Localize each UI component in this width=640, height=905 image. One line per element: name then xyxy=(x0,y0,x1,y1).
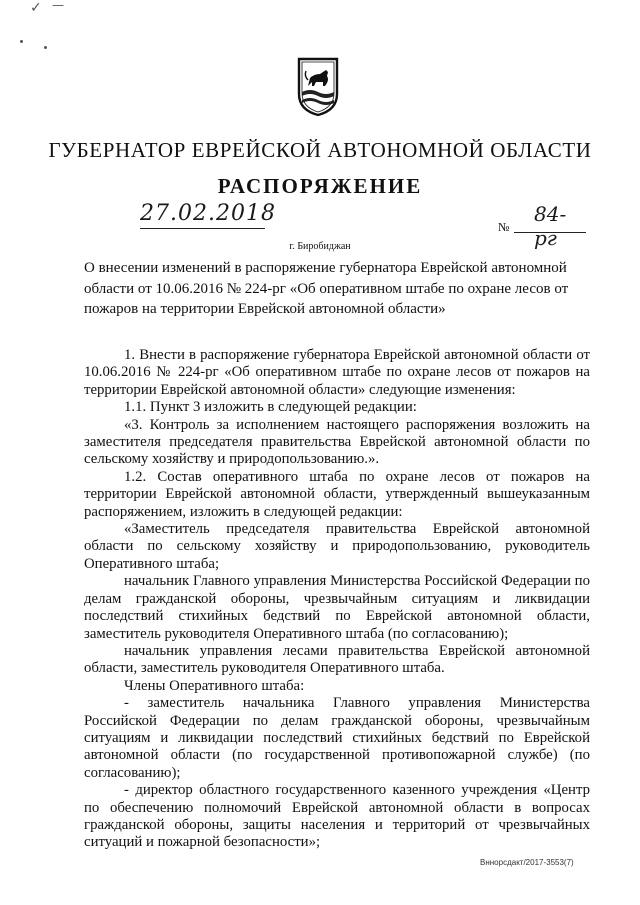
city-of-issue: г. Биробиджан xyxy=(289,241,351,252)
paragraph-deputy-forestry: начальник управления лесами правительства Еврейской автономной области, заместитель руководителя Оперативного штаба. xyxy=(84,642,590,677)
handwritten-date: 27.02.2018 xyxy=(140,201,276,226)
number-label: № xyxy=(498,220,510,234)
paragraph-quote-3: «3. Контроль за исполнением настоящего распоряжения возложить на заместителя председателя правительства Еврейской автономной области по сельскому хозяйству и природопользованию.». xyxy=(84,416,590,468)
paragraph-head-of-staff: «Заместитель председателя правительства Еврейской автономной области по сельскому хозяйству и природопользованию, руководитель Оперативного штаба; xyxy=(84,521,590,572)
paragraph-members-heading: Члены Оперативного штаба: xyxy=(124,677,305,694)
dash-mark: — xyxy=(52,0,64,12)
scan-dot xyxy=(20,40,23,43)
number-underline xyxy=(514,232,586,233)
paragraph-1-2: 1.2. Состав оперативного штаба по охране лесов от пожаров на территории Еврейской автономной области, утвержденный вышеуказанным распоряжением, изложить в следующей редакции: xyxy=(84,468,590,520)
footer-reference: Вннорсдакт/2017-3553(7) xyxy=(480,858,574,867)
paragraph-1-1: 1.1. Пункт 3 изложить в следующей редакции: xyxy=(124,399,417,416)
issuer-title: ГУБЕРНАТОР ЕВРЕЙСКОЙ АВТОНОМНОЙ ОБЛАСТИ xyxy=(48,138,592,162)
document-type-heading: РАСПОРЯЖЕНИЕ xyxy=(217,174,423,198)
coat-of-arms-emblem xyxy=(296,56,340,118)
paragraph-1: 1. Внести в распоряжение губернатора Еврейской автономной области от 10.06.2016 № 224-рг «Об оперативном штабе по охране лесов от пожаров на территории Еврейской автономной области» следующие изменения: xyxy=(84,347,590,398)
date-underline xyxy=(140,228,265,229)
document-body xyxy=(84,347,590,852)
document-subject: О внесении изменений в распоряжение губернатора Еврейской автономной области от 10.06.2016 № 224-рг «Об оперативном штабе по охране лесов от пожаров на территории Еврейской автономной области» xyxy=(84,260,569,317)
handwritten-number: 84-рг xyxy=(534,202,567,250)
paragraph-member-1: - заместитель начальника Главного управления Министерства Российской Федерации по делам гражданской обороны, чрезвычайным ситуациям и ликвидации последствий стихийных бедствий по Еврейской автономной области (по государственной противопожарной службе) (по согласованию); xyxy=(84,695,590,781)
paragraph-deputy-emercom: начальник Главного управления Министерства Российской Федерации по делам гражданской обороны, чрезвычайным ситуациям и ликвидации последствий стихийных бедствий по Еврейской автономной области, заместитель руководителя Оперативного штаба (по согласованию); xyxy=(84,573,590,642)
paragraph-member-2: - директор областного государственного казенного учреждения «Центр по обеспечению полномочий Еврейской автономной области в вопросах гражданской обороны, защиты населения и территорий от чрезвычайных ситуаций и пожарной безопасности»; xyxy=(84,782,590,851)
check-mark-icon: ✓ xyxy=(30,0,42,16)
scan-dot xyxy=(44,46,47,49)
